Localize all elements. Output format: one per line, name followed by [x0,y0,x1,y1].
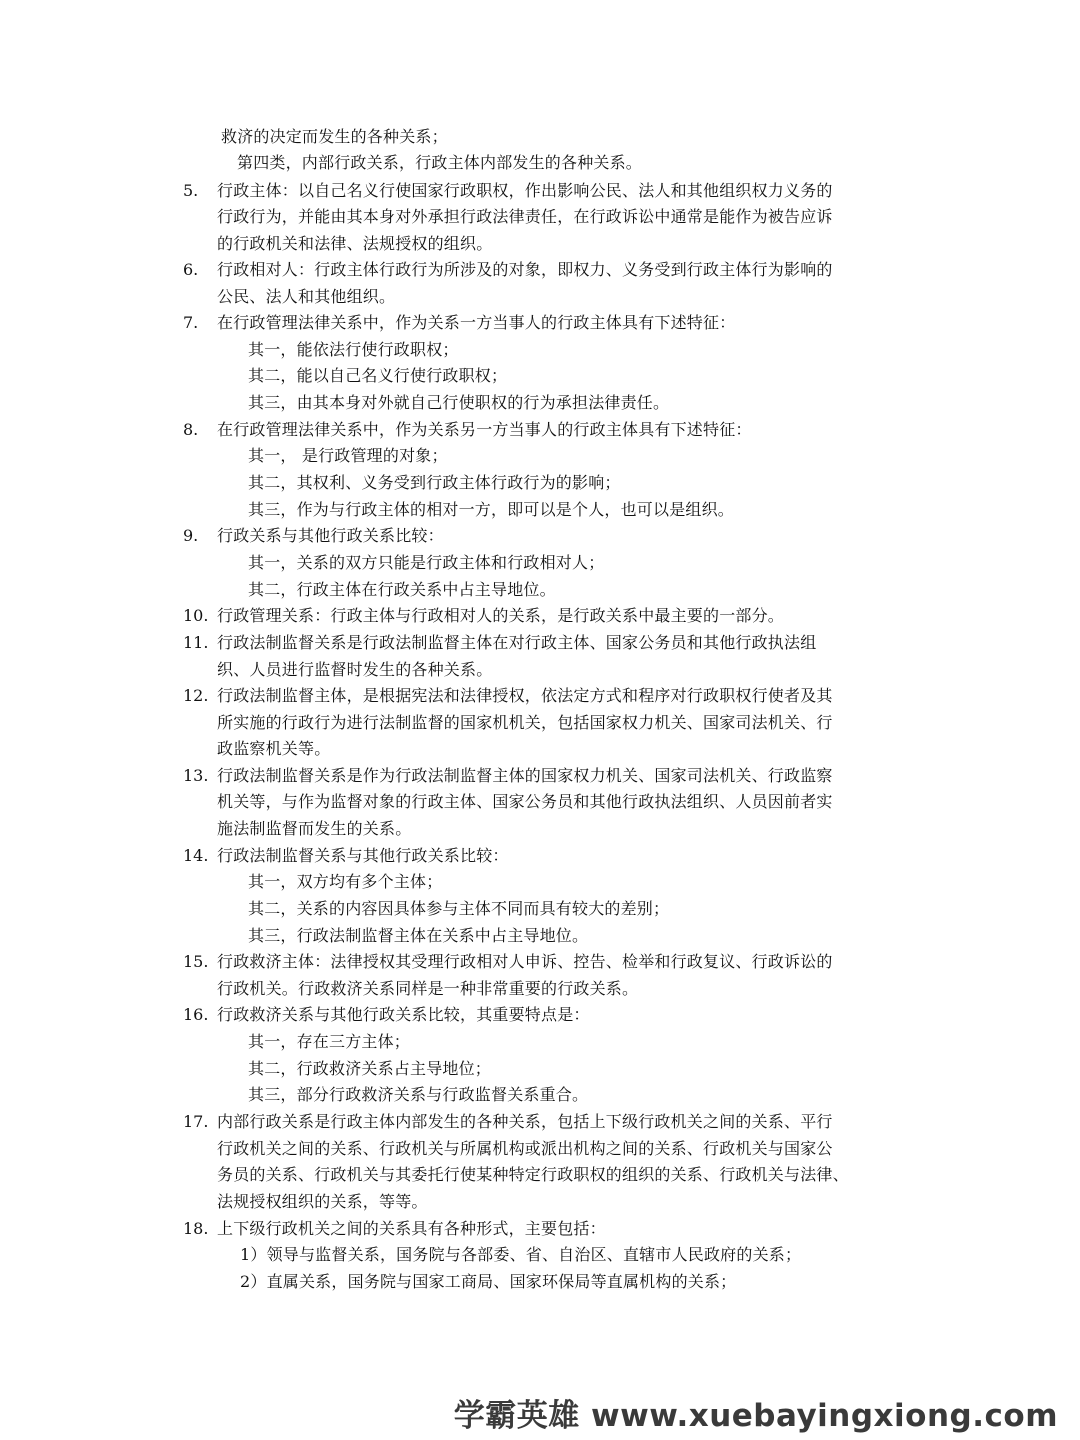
sub-item: 其二，行政救济关系占主导地位； [248,1059,492,1078]
item-line: 公民、法人和其他组织。 [217,287,396,306]
item-line: 内部行政关系是行政主体内部发生的各种关系，包括上下级行政机关之间的关系、平行 [217,1112,833,1131]
site-watermark: 学霸英雄 www.xuebayingxiong.com [453,1398,1058,1434]
sub-item: 其一，双方均有多个主体； [248,872,443,891]
sub-item: 其三，作为与行政主体的相对一方，即可以是个人，也可以是组织。 [248,500,735,519]
sub-item: 其三，行政法制监督主体在关系中占主导地位。 [248,926,589,945]
item-number: 9. [183,526,199,545]
item-line: 法规授权组织的关系，等等。 [217,1192,428,1211]
item-number: 10. [183,606,209,625]
item-line: 行政相对人：行政主体行政行为所涉及的对象，即权力、义务受到行政主体行为影响的 [217,260,833,279]
sub-item: 1）领导与监督关系，国务院与各部委、省、自治区、直辖市人民政府的关系； [240,1245,802,1264]
item-number: 18. [183,1219,209,1238]
item-number: 13. [183,766,209,785]
item-line: 行政主体：以自己名义行使国家行政职权，作出影响公民、法人和其他组织权力义务的 [217,181,833,200]
sub-item: 其三，由其本身对外就自己行使职权的行为承担法律责任。 [248,393,670,412]
item-line: 所实施的行政行为进行法制监督的国家机机关，包括国家权力机关、国家司法机关、行 [217,713,833,732]
item-number: 6. [183,260,199,279]
sub-item: 其三，部分行政救济关系与行政监督关系重合。 [248,1085,589,1104]
item-line: 行政救济关系与其他行政关系比较，其重要特点是： [217,1005,590,1024]
text-line: 救济的决定而发生的各种关系； [221,127,448,146]
item-line: 行政关系与其他行政关系比较： [217,526,444,545]
sub-item: 其二，能以自己名义行使行政职权； [248,366,508,385]
sub-item: 其一，存在三方主体； [248,1032,411,1051]
item-line: 的行政机关和法律、法规授权的组织。 [217,234,493,253]
sub-item: 其二，其权利、义务受到行政主体行政行为的影响； [248,473,621,492]
item-line: 机关等，与作为监督对象的行政主体、国家公务员和其他行政执法组织、人员因前者实 [217,792,833,811]
sub-item: 其一， 是行政管理的对象； [248,446,448,465]
item-number: 11. [183,633,209,652]
sub-item: 2）直属关系，国务院与国家工商局、国家环保局等直属机构的关系； [240,1272,737,1291]
item-line: 行政法制监督关系是行政法制监督主体在对行政主体、国家公务员和其他行政执法组 [217,633,817,652]
item-line: 行政法制监督关系是作为行政法制监督主体的国家权力机关、国家司法机关、行政监察 [217,766,833,785]
item-line: 织、人员进行监督时发生的各种关系。 [217,660,493,679]
sub-item: 其一，关系的双方只能是行政主体和行政相对人； [248,553,605,572]
item-line: 行政法制监督主体，是根据宪法和法律授权，依法定方式和程序对行政职权行使者及其 [217,686,833,705]
item-line: 行政救济主体：法律授权其受理行政相对人申诉、控告、检举和行政复议、行政诉讼的 [217,952,833,971]
item-line: 行政机关。行政救济关系同样是一种非常重要的行政关系。 [217,979,639,998]
item-line: 行政管理关系：行政主体与行政相对人的关系，是行政关系中最主要的一部分。 [217,606,785,625]
item-number: 5. [183,181,199,200]
item-number: 17. [183,1112,209,1131]
sub-item: 其一，能依法行使行政职权； [248,340,459,359]
item-number: 8. [183,420,199,439]
item-line: 务员的关系、行政机关与其委托行使某种特定行政职权的组织的关系、行政机关与法律、 [217,1165,849,1184]
text-line: 第四类，内部行政关系，行政主体内部发生的各种关系。 [237,153,643,172]
item-line: 在行政管理法律关系中，作为关系另一方当事人的行政主体具有下述特征： [217,420,752,439]
item-line: 施法制监督而发生的关系。 [217,819,412,838]
item-line: 上下级行政机关之间的关系具有各种形式，主要包括： [217,1219,606,1238]
item-line: 行政法制监督关系与其他行政关系比较： [217,846,509,865]
item-number: 16. [183,1005,209,1024]
item-line: 政监察机关等。 [217,739,331,758]
item-number: 14. [183,846,209,865]
item-line: 行政行为，并能由其本身对外承担行政法律责任，在行政诉讼中通常是能作为被告应诉 [217,207,833,226]
sub-item: 其二，关系的内容因具体参与主体不同而具有较大的差别； [248,899,670,918]
item-number: 12. [183,686,209,705]
item-number: 15. [183,952,209,971]
item-number: 7. [183,313,199,332]
item-line: 在行政管理法律关系中，作为关系一方当事人的行政主体具有下述特征： [217,313,736,332]
sub-item: 其二，行政主体在行政关系中占主导地位。 [248,580,556,599]
item-line: 行政机关之间的关系、行政机关与所属机构或派出机构之间的关系、行政机关与国家公 [217,1139,833,1158]
